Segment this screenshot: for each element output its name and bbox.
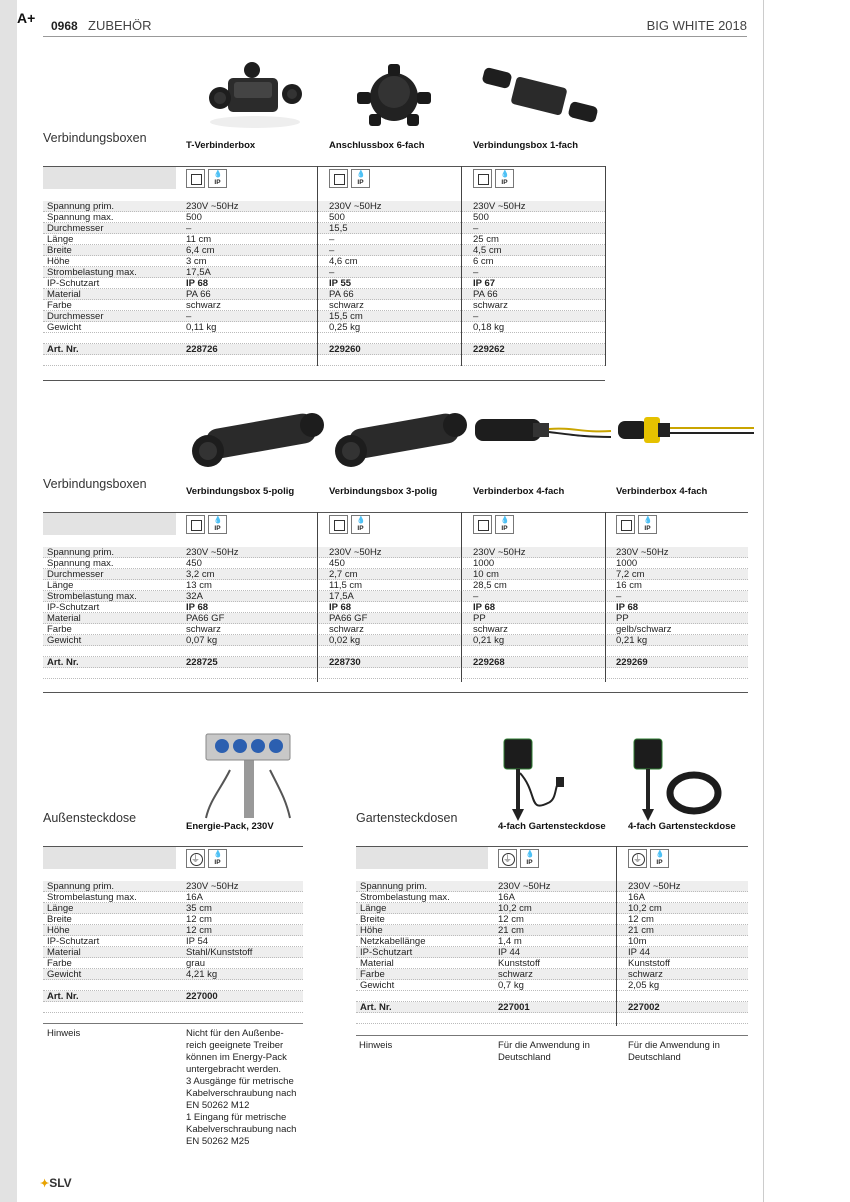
ip-rating-icon: 💧 IP: [495, 515, 514, 534]
spacer-row: [43, 333, 605, 344]
spec-value: 450: [186, 558, 202, 569]
spec-row: [43, 212, 605, 223]
block4-icon-band: [356, 847, 488, 869]
spec-row: [43, 635, 748, 646]
spec-value: –: [329, 245, 335, 256]
spec-label: Farbe: [47, 300, 72, 311]
ip-rating-icon: 💧 IP: [351, 169, 370, 188]
spec-label: Gewicht: [47, 969, 82, 980]
spec-label: Spannung max.: [47, 558, 114, 569]
spec-value: PA 66: [329, 289, 354, 300]
product-title: Verbindungsbox 3-polig: [329, 486, 438, 497]
block2-bottom-rule: [43, 692, 748, 693]
ip-rating-icon: 💧 IP: [208, 169, 227, 188]
spec-value: IP 67: [473, 278, 496, 289]
spec-row: [43, 289, 605, 300]
column-divider: [317, 512, 318, 682]
spec-value: 500: [473, 212, 489, 223]
spec-value: 15,5: [329, 223, 348, 234]
spacer-row: [43, 668, 748, 679]
spacer-row: [43, 355, 605, 366]
spec-value: 21 cm: [628, 925, 654, 936]
spec-label: Material: [47, 613, 81, 624]
product-image-inline-connector-box: [473, 62, 603, 137]
block1-icon-band: [43, 167, 176, 189]
spec-value: –: [473, 267, 479, 278]
spec-label: Farbe: [47, 958, 72, 969]
spec-value: 17,5A: [329, 591, 354, 602]
block4-note-rule: [356, 1035, 748, 1036]
product-title: Energie-Pack, 230V: [186, 821, 274, 832]
spec-value: 450: [329, 558, 345, 569]
spec-value: grau: [186, 958, 206, 969]
ground-icon: [186, 849, 205, 868]
spec-value: PP: [616, 613, 629, 624]
block3-icon-band: [43, 847, 176, 869]
spec-value: IP 68: [186, 602, 209, 613]
spec-value: 4,6 cm: [329, 256, 358, 267]
spec-label: Höhe: [47, 925, 70, 936]
spec-value: 4,21 kg: [186, 969, 218, 980]
page-side-bar: [0, 0, 17, 1202]
ip-rating-icon: 💧 IP: [638, 515, 657, 534]
spec-value: PA 66: [473, 289, 498, 300]
spec-row: [43, 256, 605, 267]
spec-value: 2,7 cm: [329, 569, 358, 580]
spec-label: Breite: [360, 914, 385, 925]
spec-label: Strombelastung max.: [47, 892, 137, 903]
ground-icon: [498, 849, 517, 868]
spec-value: 1000: [616, 558, 638, 569]
spec-value: 12 cm: [498, 914, 524, 925]
column-divider: [616, 846, 617, 1026]
spec-label: Gewicht: [47, 322, 82, 333]
spec-value: 230V ~50Hz: [628, 881, 681, 892]
spec-row: [43, 569, 748, 580]
spec-value: IP 68: [186, 278, 209, 289]
article-number: 228730: [329, 657, 361, 668]
note-text: Für die Anwendung in Deutschland: [628, 1040, 720, 1063]
article-number-row: [356, 1002, 748, 1013]
spec-row: [43, 925, 303, 936]
spec-value: 230V ~50Hz: [186, 201, 239, 212]
spec-value: 28,5 cm: [473, 580, 507, 591]
spec-label: IP-Schutzart: [47, 936, 100, 947]
spec-label: Länge: [360, 903, 387, 914]
spec-row: [43, 947, 303, 958]
product-image-cable-connector-5pin: [186, 405, 326, 480]
spec-row: [43, 547, 748, 558]
spec-label: Breite: [47, 245, 72, 256]
spec-value: 16 cm: [616, 580, 642, 591]
spec-value: 230V ~50Hz: [329, 201, 382, 212]
spec-value: 16A: [498, 892, 515, 903]
spec-row: [43, 201, 605, 212]
product-image-garden-socket-long-cable: [628, 733, 728, 828]
spec-row: [43, 311, 605, 322]
spec-row: [43, 602, 748, 613]
article-number-label: Art. Nr.: [47, 657, 79, 668]
spec-row: [356, 969, 748, 980]
spec-label: Strombelastung max.: [360, 892, 450, 903]
spec-row: [356, 925, 748, 936]
spec-value: 230V ~50Hz: [498, 881, 551, 892]
ip-rating-icon: 💧 IP: [351, 515, 370, 534]
article-number-row: [43, 991, 303, 1002]
spec-value: 230V ~50Hz: [329, 547, 382, 558]
spec-value: IP 68: [616, 602, 639, 613]
spec-value: 16A: [186, 892, 203, 903]
spec-value: 0,11 kg: [186, 322, 217, 333]
spec-value: schwarz: [329, 624, 364, 635]
spec-value: 230V ~50Hz: [186, 881, 239, 892]
spec-value: 10 cm: [473, 569, 499, 580]
spec-value: 500: [329, 212, 345, 223]
spec-value: schwarz: [473, 300, 508, 311]
spec-label: Durchmesser: [47, 311, 104, 322]
spec-value: IP 68: [473, 602, 496, 613]
spec-value: 12 cm: [628, 914, 654, 925]
spec-row: [43, 969, 303, 980]
ip-rating-label: IP: [214, 859, 221, 866]
protection-class-icon: [186, 169, 205, 188]
spec-label: IP-Schutzart: [47, 602, 100, 613]
article-number: 227002: [628, 1002, 660, 1013]
spec-label: Gewicht: [360, 980, 395, 991]
product-title: 4-fach Gartensteckdose: [628, 821, 736, 832]
brand-logo: ✦SLV: [40, 1176, 72, 1190]
article-number: 229262: [473, 344, 505, 355]
spec-value: schwarz: [473, 624, 508, 635]
ip-rating-icon: 💧 IP: [650, 849, 669, 868]
spec-row: [43, 613, 748, 624]
block3-note-rule: [43, 1023, 303, 1024]
spec-value: schwarz: [498, 969, 533, 980]
spec-row: [356, 881, 748, 892]
spec-value: 230V ~50Hz: [186, 547, 239, 558]
article-number-label: Art. Nr.: [47, 991, 79, 1002]
spec-value: 35 cm: [186, 903, 212, 914]
article-number: 227001: [498, 1002, 530, 1013]
spec-row: [43, 958, 303, 969]
ground-icon: [628, 849, 647, 868]
spec-value: 12 cm: [186, 925, 212, 936]
page-category: ZUBEHÖR: [88, 18, 152, 33]
article-number: 228726: [186, 344, 218, 355]
spec-label: Spannung prim.: [360, 881, 428, 892]
spec-value: schwarz: [186, 624, 221, 635]
block1-bottom-rule: [43, 380, 605, 381]
product-title: Verbindungsbox 5-polig: [186, 486, 295, 497]
spec-value: IP 54: [186, 936, 209, 947]
spec-label: Spannung prim.: [47, 881, 115, 892]
spec-row: [43, 300, 605, 311]
spec-value: 0,25 kg: [329, 322, 361, 333]
ip-rating-label: IP: [214, 179, 221, 186]
block4-section-title: Gartensteckdosen: [356, 811, 458, 825]
spec-value: 10,2 cm: [498, 903, 532, 914]
spec-value: PA 66: [186, 289, 211, 300]
ip-rating-label: IP: [501, 179, 508, 186]
spec-row: [43, 245, 605, 256]
spec-value: 10,2 cm: [628, 903, 662, 914]
spec-value: Kunststoff: [628, 958, 671, 969]
brand-badge: A+: [17, 10, 36, 26]
ip-rating-label: IP: [357, 179, 364, 186]
spacer-row: [356, 991, 748, 1002]
column-divider: [605, 512, 606, 682]
spec-value: 0,7 kg: [498, 980, 524, 991]
spec-value: schwarz: [186, 300, 221, 311]
ip-rating-label: IP: [644, 525, 651, 532]
spec-value: 15,5 cm: [329, 311, 363, 322]
product-title: Verbinderbox 4-fach: [616, 486, 708, 497]
spec-value: –: [473, 311, 479, 322]
spec-value: PP: [473, 613, 486, 624]
spec-value: IP 44: [498, 947, 521, 958]
spec-value: 230V ~50Hz: [616, 547, 669, 558]
block2-icon-band: [43, 513, 176, 535]
article-number-row: [43, 657, 748, 668]
spec-row: [356, 980, 748, 991]
spec-value: IP 55: [329, 278, 352, 289]
ip-rating-label: IP: [501, 525, 508, 532]
note-text: Für die Anwendung in Deutschland: [498, 1040, 590, 1063]
spec-value: 2,05 kg: [628, 980, 660, 991]
article-number-label: Art. Nr.: [47, 344, 79, 355]
spec-value: Kunststoff: [498, 958, 541, 969]
spec-label: Durchmesser: [47, 569, 104, 580]
spec-label: Netzkabellänge: [360, 936, 426, 947]
spec-value: gelb/schwarz: [616, 624, 672, 635]
block2-section-title: Verbindungsboxen: [43, 477, 147, 491]
spec-row: [43, 234, 605, 245]
spec-value: 3 cm: [186, 256, 207, 267]
article-number-row: [43, 344, 605, 355]
ip-rating-label: IP: [214, 525, 221, 532]
spec-row: [43, 936, 303, 947]
spec-row: [356, 958, 748, 969]
ip-rating-label: IP: [357, 525, 364, 532]
spacer-row: [356, 1013, 748, 1024]
spec-label: IP-Schutzart: [47, 278, 100, 289]
spec-value: 21 cm: [498, 925, 524, 936]
spec-value: 0,02 kg: [329, 635, 361, 646]
spec-row: [43, 903, 303, 914]
product-title: T-Verbinderbox: [186, 140, 256, 151]
spec-label: Material: [360, 958, 394, 969]
note-label: Hinweis: [47, 1028, 81, 1039]
spec-label: Höhe: [360, 925, 383, 936]
spec-value: schwarz: [329, 300, 364, 311]
spec-value: 0,21 kg: [473, 635, 505, 646]
spec-value: 13 cm: [186, 580, 212, 591]
article-number: 229260: [329, 344, 361, 355]
spec-label: Farbe: [47, 624, 72, 635]
ip-rating-icon: 💧 IP: [495, 169, 514, 188]
spec-value: 17,5A: [186, 267, 211, 278]
spec-value: 6 cm: [473, 256, 494, 267]
spec-label: Gewicht: [47, 635, 82, 646]
spec-label: Länge: [47, 234, 74, 245]
article-number: 228725: [186, 657, 218, 668]
spec-value: 0,21 kg: [616, 635, 648, 646]
block3-section-title: Außensteckdose: [43, 811, 137, 825]
product-image-outdoor-socket-box: [200, 730, 300, 825]
spec-value: –: [473, 591, 479, 602]
spec-row: [356, 936, 748, 947]
spec-value: IP 68: [329, 602, 352, 613]
spec-row: [43, 624, 748, 635]
note-text: Nicht für den Außenbe- reich geeignete Treiber können im Energy-Pack untergebracht werden. 3 Ausgänge für metrische Kabelverschraubung nach EN 50262 M12 1 Eingang für metrische Kabelverschraubung nach EN 50262 M25: [186, 1028, 297, 1147]
spec-label: Material: [47, 289, 81, 300]
spec-value: 25 cm: [473, 234, 499, 245]
spec-value: PA66 GF: [329, 613, 368, 624]
spec-row: [43, 881, 303, 892]
spec-row: [43, 223, 605, 234]
spec-value: 1000: [473, 558, 495, 569]
spec-value: 3,2 cm: [186, 569, 215, 580]
protection-class-icon: [186, 515, 205, 534]
product-title: Verbindungsbox 1-fach: [473, 140, 579, 151]
spec-label: Strombelastung max.: [47, 591, 137, 602]
spec-value: 16A: [628, 892, 645, 903]
spec-value: 32A: [186, 591, 203, 602]
spec-row: [43, 914, 303, 925]
spec-row: [43, 591, 748, 602]
catalog-title: BIG WHITE 2018: [646, 18, 747, 33]
article-number-label: Art. Nr.: [360, 1002, 392, 1013]
spec-label: Spannung prim.: [47, 201, 115, 212]
protection-class-icon: [473, 515, 492, 534]
column-divider: [461, 166, 462, 366]
ip-rating-icon: 💧 IP: [208, 849, 227, 868]
ip-rating-icon: 💧 IP: [520, 849, 539, 868]
spec-value: 0,18 kg: [473, 322, 505, 333]
spec-row: [43, 267, 605, 278]
spec-value: 7,2 cm: [616, 569, 645, 580]
spec-label: Breite: [47, 914, 72, 925]
spec-value: –: [186, 311, 192, 322]
protection-class-icon: [329, 515, 348, 534]
protection-class-icon: [329, 169, 348, 188]
spec-row: [43, 892, 303, 903]
spec-label: Länge: [47, 580, 74, 591]
spec-value: IP 44: [628, 947, 651, 958]
product-image-garden-socket-short-cable: [498, 733, 568, 828]
spec-value: 500: [186, 212, 202, 223]
spec-row: [356, 914, 748, 925]
ip-rating-icon: 💧 IP: [208, 515, 227, 534]
spec-value: schwarz: [628, 969, 663, 980]
spec-value: 10m: [628, 936, 647, 947]
product-image-cable-connector-3pin: [329, 405, 469, 480]
spec-value: 4,5 cm: [473, 245, 502, 256]
product-image-inline-connector-black: [473, 405, 613, 460]
spec-value: –: [329, 234, 335, 245]
spec-label: Länge: [47, 903, 74, 914]
spec-value: 11,5 cm: [329, 580, 363, 591]
spec-value: PA66 GF: [186, 613, 225, 624]
product-title: Verbinderbox 4-fach: [473, 486, 565, 497]
spacer-row: [43, 980, 303, 991]
spec-value: 230V ~50Hz: [473, 547, 526, 558]
spec-label: Höhe: [47, 256, 70, 267]
ip-rating-label: IP: [526, 859, 533, 866]
spec-label: Durchmesser: [47, 223, 104, 234]
protection-class-icon: [473, 169, 492, 188]
spec-row: [43, 558, 748, 569]
page-header: [43, 17, 747, 37]
note-label: Hinweis: [359, 1040, 393, 1051]
column-divider: [461, 512, 462, 682]
ip-rating-label: IP: [656, 859, 663, 866]
spec-value: 12 cm: [186, 914, 212, 925]
spec-row: [43, 278, 605, 289]
spec-row: [356, 903, 748, 914]
spec-value: –: [616, 591, 622, 602]
spec-row: [43, 580, 748, 591]
article-number: 229269: [616, 657, 648, 668]
right-margin-rule: [763, 0, 764, 1202]
spec-label: Spannung max.: [47, 212, 114, 223]
spec-value: 230V ~50Hz: [473, 201, 526, 212]
product-image-t-junction-box: [200, 62, 310, 137]
article-number: 227000: [186, 991, 218, 1002]
spec-value: 0,07 kg: [186, 635, 218, 646]
spacer-row: [43, 1002, 303, 1013]
spec-row: [356, 892, 748, 903]
spec-value: Stahl/Kunststoff: [186, 947, 253, 958]
spec-label: Strombelastung max.: [47, 267, 137, 278]
spacer-row: [43, 646, 748, 657]
spec-row: [356, 947, 748, 958]
spec-value: 11 cm: [186, 234, 212, 245]
column-divider: [605, 166, 606, 366]
spec-value: 6,4 cm: [186, 245, 215, 256]
spec-value: –: [473, 223, 479, 234]
product-title: 4-fach Gartensteckdose: [498, 821, 606, 832]
spec-label: IP-Schutzart: [360, 947, 413, 958]
product-title: Anschlussbox 6-fach: [329, 140, 425, 151]
spec-value: –: [186, 223, 192, 234]
protection-class-icon: [616, 515, 635, 534]
spec-value: –: [329, 267, 335, 278]
spec-label: Material: [47, 947, 81, 958]
spec-value: 1,4 m: [498, 936, 522, 947]
spec-label: Farbe: [360, 969, 385, 980]
spec-label: Spannung prim.: [47, 547, 115, 558]
spec-row: [43, 322, 605, 333]
article-number: 229268: [473, 657, 505, 668]
column-divider: [317, 166, 318, 366]
block1-section-title: Verbindungsboxen: [43, 131, 147, 145]
product-image-round-junction-box: [349, 62, 439, 137]
page-number: 0968: [51, 19, 78, 33]
product-image-inline-connector-yellow: [616, 405, 756, 460]
